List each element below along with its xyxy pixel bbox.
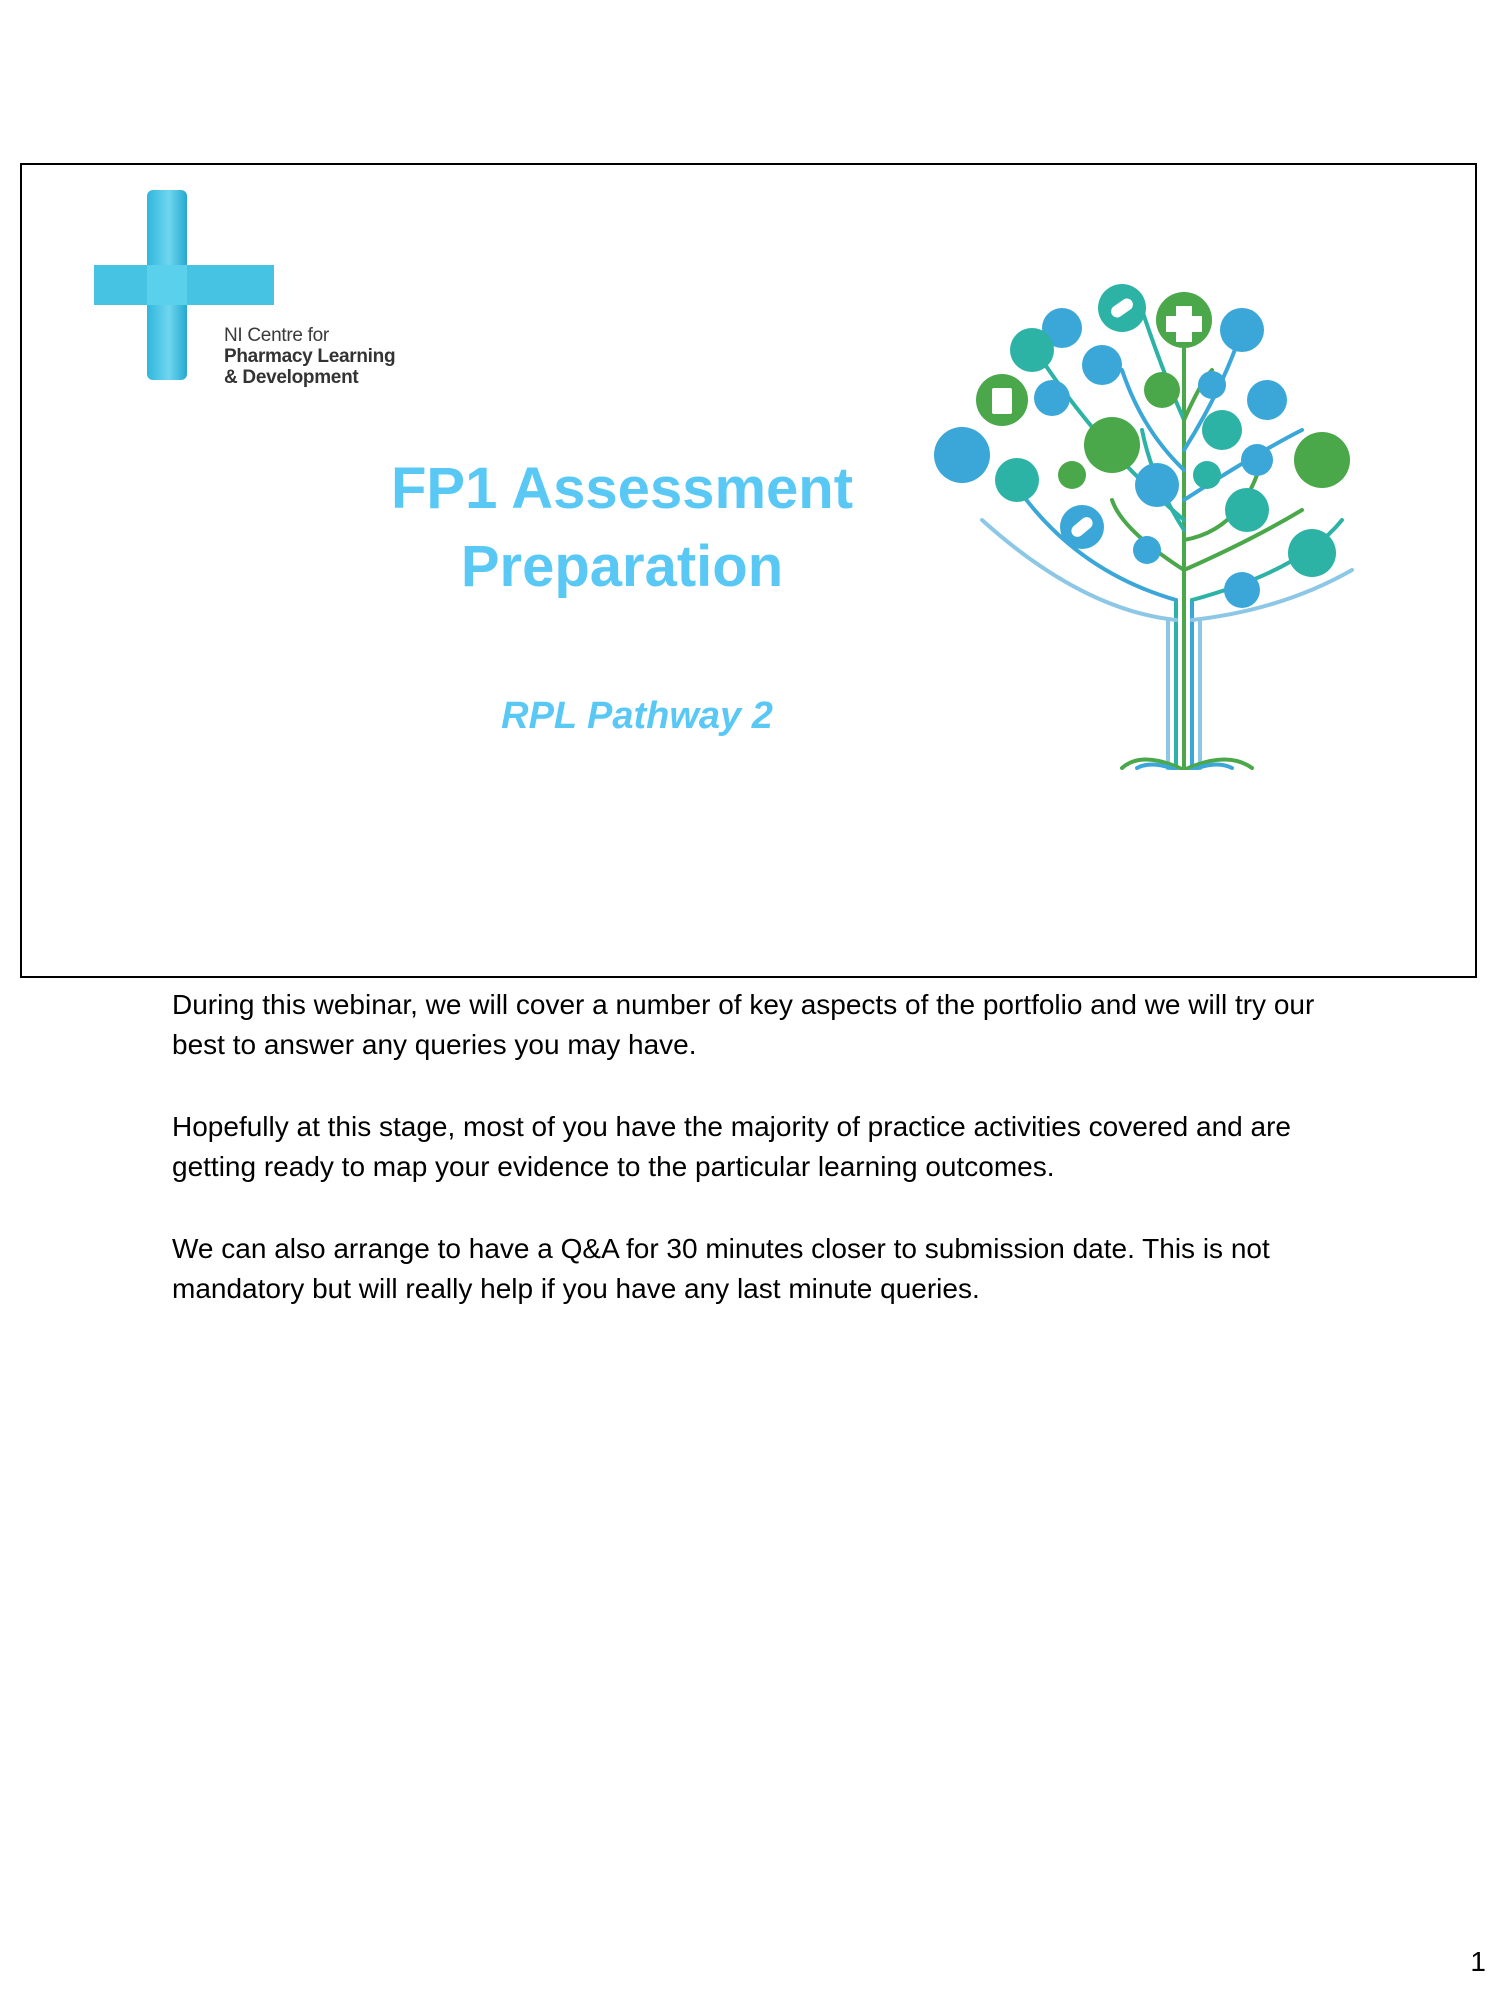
page-number: 1 xyxy=(1470,1946,1486,1977)
logo-line-2: Pharmacy Learning xyxy=(224,346,396,367)
slide-frame xyxy=(20,163,1477,978)
notes-paragraph-3: We can also arrange to have a Q&A for 30 minutes closer to submission date. This is not mandatory but will really help if you have any last minute queries. xyxy=(172,1233,1270,1304)
title-line-1: FP1 Assessment xyxy=(390,456,854,521)
medical-icon-tree-illustration xyxy=(922,270,1402,770)
organization-logo xyxy=(74,190,414,390)
logo-line-1: NI Centre for xyxy=(224,325,329,346)
logo-text xyxy=(224,325,395,388)
notes-paragraph-2: Hopefully at this stage, most of you have the majority of practice activities covered and are getting ready to map your evidence to the particular learning outcomes. xyxy=(172,1111,1292,1182)
slide-title xyxy=(272,450,972,606)
notes-paragraph-1: During this webinar, we will cover a number of key aspects of the portfolio and we will try our best to answer any queries you may have. xyxy=(172,989,1315,1060)
logo-line-3: & Development xyxy=(224,367,359,388)
title-line-2: Preparation xyxy=(460,534,784,599)
slide-subtitle: RPL Pathway 2 xyxy=(501,695,773,737)
speaker-notes xyxy=(172,985,1352,1351)
